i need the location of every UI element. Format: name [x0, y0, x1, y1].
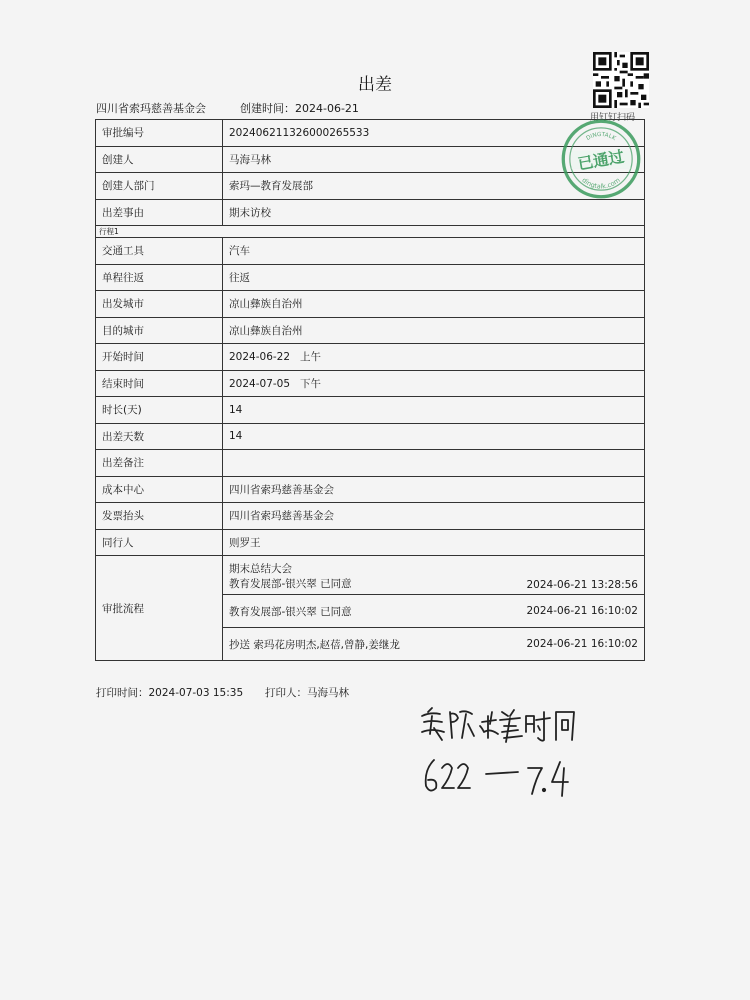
row-value: 四川省索玛慈善基金会 [223, 503, 645, 530]
handwritten-note [418, 698, 578, 808]
table-row [96, 476, 645, 503]
row-label: 审批编号 [96, 120, 223, 147]
row-label: 同行人 [96, 529, 223, 556]
created-date: 2024-06-21 [295, 102, 359, 115]
row-label: 出差天数 [96, 423, 223, 450]
table-row [96, 450, 645, 477]
row-label: 时长(天) [96, 397, 223, 424]
print-time-value: 2024-07-03 15:35 [148, 687, 244, 699]
approval-entry-time: 2024-06-21 16:10:02 [526, 605, 638, 617]
section-row [96, 226, 645, 238]
print-time [96, 685, 243, 700]
approved-stamp [560, 118, 642, 200]
row-label: 交通工具 [96, 238, 223, 265]
print-time-label: 打印时间： [96, 687, 149, 699]
row-value: 四川省索玛慈善基金会 [223, 476, 645, 503]
approval-entry-title: 期末总结大会 [229, 563, 292, 575]
row-label: 创建人 [96, 146, 223, 173]
table-row [96, 317, 645, 344]
table-row [96, 423, 645, 450]
approval-label: 审批流程 [96, 556, 223, 661]
row-label: 出发城市 [96, 291, 223, 318]
row-label: 出差备注 [96, 450, 223, 477]
document-title: 出差 [358, 75, 392, 95]
row-value: 2024-07-05 下午 [223, 370, 645, 397]
row-value: 马海马林 [223, 146, 645, 173]
table-row [96, 291, 645, 318]
printer [265, 685, 349, 700]
row-label: 发票抬头 [96, 503, 223, 530]
table-row [96, 344, 645, 371]
table-row [96, 264, 645, 291]
row-label: 开始时间 [96, 344, 223, 371]
row-value: 2024-06-22 上午 [223, 344, 645, 371]
travel-form-table [95, 119, 645, 661]
stamp-main-text: 已通过 [576, 147, 626, 174]
table-row [96, 199, 645, 226]
printer-value: 马海马林 [307, 687, 349, 699]
approval-entry-text [229, 561, 352, 591]
row-value: 往返 [223, 264, 645, 291]
table-row [96, 529, 645, 556]
row-label: 单程往返 [96, 264, 223, 291]
approval-row [96, 556, 645, 661]
svg-text:DINGTALK [586, 132, 617, 142]
approval-entry-status: 抄送 索玛花房明杰,赵蓓,曾静,姜继龙 [229, 638, 400, 651]
stamp-bottom-text: dingtalk.com [580, 176, 622, 191]
row-value [223, 450, 645, 477]
approval-entry-time: 2024-06-21 13:28:56 [526, 579, 638, 591]
created-label: 创建时间： [240, 102, 295, 115]
table-row [96, 397, 645, 424]
table-row [96, 238, 645, 265]
section-label: 行程1 [96, 226, 645, 238]
row-value: 则罗王 [223, 529, 645, 556]
table-row [96, 370, 645, 397]
approval-entry [223, 594, 644, 627]
row-label: 成本中心 [96, 476, 223, 503]
approval-entry [223, 627, 644, 660]
table-row [96, 503, 645, 530]
printer-label: 打印人： [265, 687, 307, 699]
handwritten-line-2 [426, 760, 568, 796]
row-value: 凉山彝族自治州 [223, 291, 645, 318]
row-value: 索玛—教育发展部 [223, 173, 645, 200]
qr-code-icon [593, 52, 649, 108]
row-label: 结束时间 [96, 370, 223, 397]
row-value: 14 [223, 397, 645, 424]
handwritten-line-1 [422, 708, 574, 742]
row-value: 汽车 [223, 238, 645, 265]
qr-label: 用钉钉扫码 [590, 113, 636, 123]
row-value: 凉山彝族自治州 [223, 317, 645, 344]
row-label: 创建人部门 [96, 173, 223, 200]
created-time [240, 100, 359, 116]
row-value: 202406211326000265533 [223, 120, 645, 147]
organization-name: 四川省索玛慈善基金会 [96, 102, 206, 115]
approval-entry [223, 556, 644, 594]
approval-entry-status: 教育发展部-银兴翠 已同意 [229, 605, 352, 618]
row-value: 期末访校 [223, 199, 645, 226]
svg-text:dingtalk.com [580, 176, 621, 190]
row-label: 出差事由 [96, 199, 223, 226]
row-value: 14 [223, 423, 645, 450]
approval-entry-status: 教育发展部-银兴翠 已同意 [229, 578, 352, 590]
approval-flow [223, 556, 645, 661]
row-label: 目的城市 [96, 317, 223, 344]
stamp-top-text: DINGTALK [585, 131, 617, 143]
approval-entry-time: 2024-06-21 16:10:02 [526, 638, 638, 650]
